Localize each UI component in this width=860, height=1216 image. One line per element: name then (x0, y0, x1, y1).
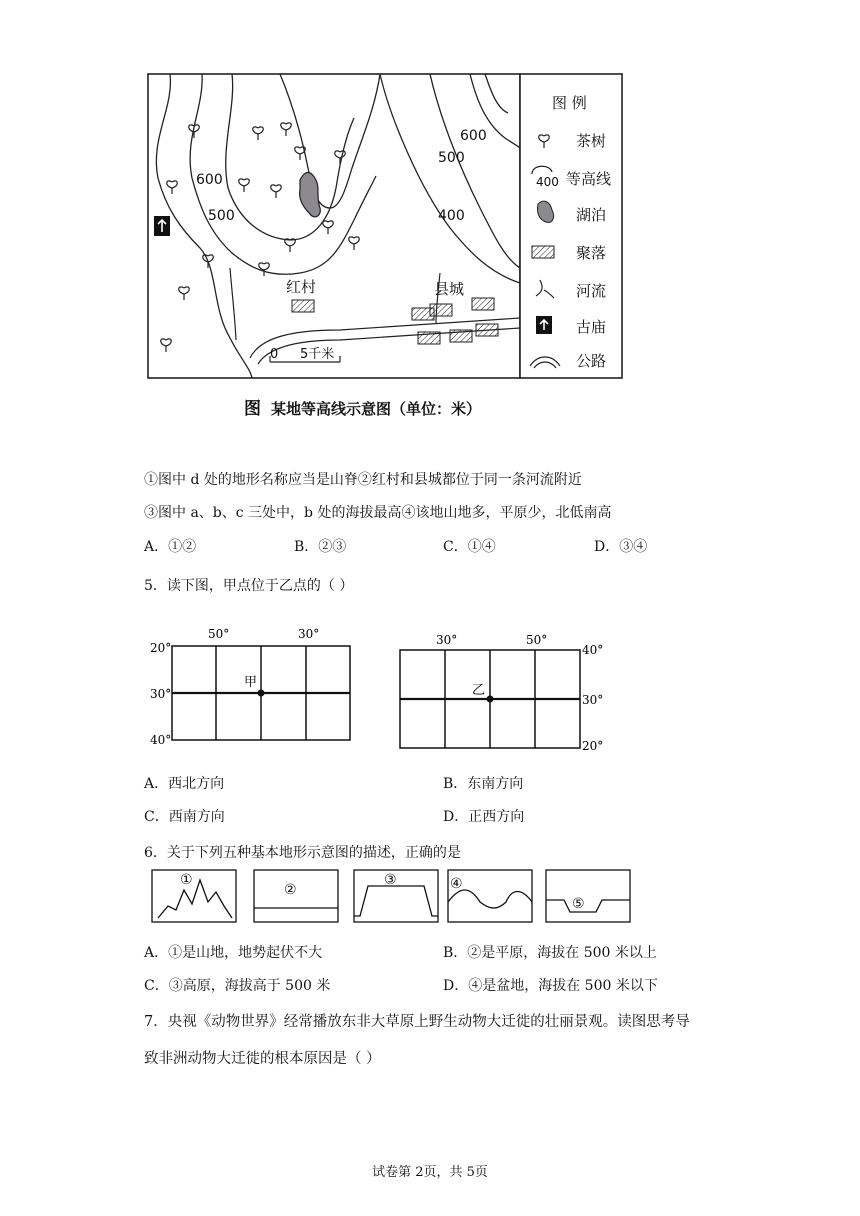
legend-label-lake: 湖泊 (576, 206, 607, 224)
legend-contour-value: 400 (536, 175, 559, 189)
legend-title: 图 例 (552, 94, 587, 112)
point-yi (487, 696, 494, 703)
landform-label-3: ③ (384, 872, 397, 888)
contour-label: 500 (438, 150, 465, 166)
place-red-village: 红村 (286, 278, 317, 296)
grid-right-top-label: 30° (436, 633, 458, 647)
q7-line2: 致非洲动物大迁徙的根本原因是（ ） (144, 1051, 381, 1067)
scale-distance: 5千米 (300, 347, 335, 362)
grid-left-top-label: 30° (298, 627, 320, 641)
scale-zero: 0 (270, 347, 279, 362)
temple-icon (536, 316, 552, 334)
legend-label-river: 河流 (576, 282, 607, 300)
grid-left-top-label: 50° (208, 627, 230, 641)
q5-option-b: B．东南方向 (443, 776, 524, 792)
point-jia (258, 690, 265, 697)
contour-map-figure (140, 68, 630, 388)
grid-right-side-label: 20° (582, 739, 604, 753)
legend-label-contour: 等高线 (566, 170, 612, 188)
page-footer: 试卷第 2页，共 5页 (372, 1165, 488, 1180)
grid-left-side-label: 30° (150, 687, 172, 701)
q4-option-a: A．①② (144, 539, 197, 555)
contour-label: 600 (460, 128, 487, 144)
lat-lon-grid-right (396, 624, 608, 756)
landform-diagrams (148, 866, 638, 928)
caption-text: 某地等高线示意图（单位：米） (271, 400, 482, 418)
q4-statement-line2: ③图中 a、b、c 三处中，b 处的海拔最高④该地山地多，平原少，北低南高 (144, 505, 612, 521)
temple-icon (154, 216, 170, 236)
legend-label-temple: 古庙 (576, 318, 607, 336)
contour-label: 400 (438, 208, 465, 224)
landform-label-4: ④ (450, 876, 463, 892)
grid-left-side-label: 40° (150, 733, 172, 747)
q6-option-c: C．③高原，海拔高于 500 米 (144, 978, 331, 994)
q6-option-b: B．②是平原，海拔在 500 米以上 (443, 945, 657, 961)
legend-label-settlement: 聚落 (576, 244, 607, 262)
place-county-town: 县城 (434, 280, 465, 298)
q7-line1: 7．央视《动物世界》经常播放东非大草原上野生动物大迁徙的壮丽景观。读图思考导 (144, 1014, 690, 1030)
q5-option-c: C．西南方向 (144, 809, 225, 825)
q5-option-a: A．西北方向 (144, 776, 225, 792)
q4-option-b: B．②③ (294, 539, 347, 555)
caption-prefix: 图 (244, 399, 261, 419)
contour-label: 500 (208, 208, 235, 224)
q6-stem: 6．关于下列五种基本地形示意图的描述，正确的是 (144, 845, 461, 861)
contour-label: 600 (196, 172, 223, 188)
grid-left-side-label: 20° (150, 641, 172, 655)
q4-option-d: D．③④ (594, 539, 648, 555)
map-caption (244, 394, 481, 419)
q4-option-c: C．①④ (443, 539, 496, 555)
grid-right-side-label: 40° (582, 643, 604, 657)
landform-label-5: ⑤ (572, 896, 585, 912)
landform-label-1: ① (180, 872, 193, 888)
q5-option-d: D．正西方向 (443, 809, 525, 825)
settlement-icon (532, 246, 554, 258)
grid-left-point-label: 甲 (244, 675, 258, 690)
legend-label-road: 公路 (576, 352, 607, 370)
q6-option-a: A．①是山地，地势起伏不大 (144, 945, 323, 961)
landform-label-2: ② (284, 882, 297, 898)
grid-right-top-label: 50° (526, 633, 548, 647)
lat-lon-grid-left (148, 616, 364, 748)
q5-stem: 5．读下图，甲点位于乙点的（ ） (144, 578, 354, 594)
grid-right-point-label: 乙 (472, 683, 486, 698)
q6-option-d: D．④是盆地，海拔在 500 米以下 (443, 978, 658, 994)
legend-label-tea: 茶树 (576, 132, 607, 150)
grid-right-side-label: 30° (582, 693, 604, 707)
q4-statement-line1: ①图中 d 处的地形名称应当是山脊②红村和县城都位于同一条河流附近 (144, 472, 582, 488)
